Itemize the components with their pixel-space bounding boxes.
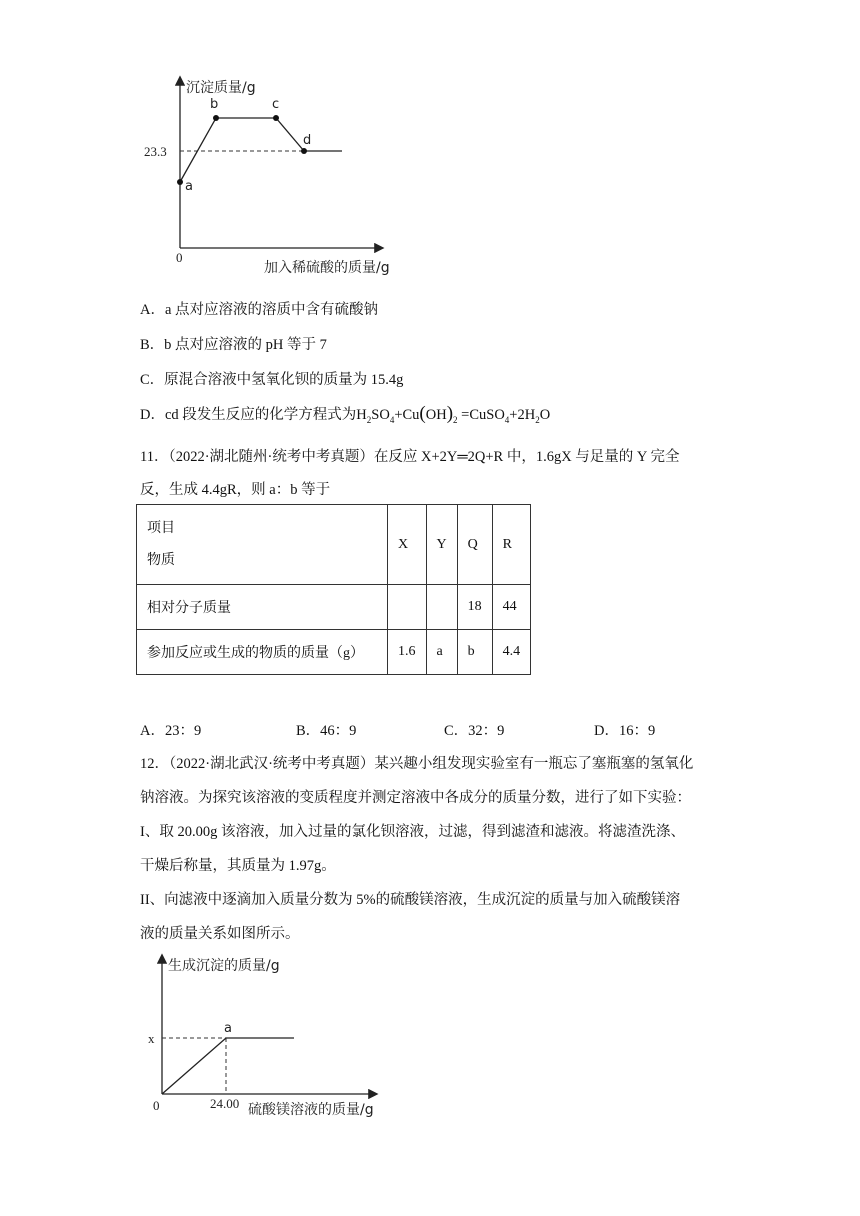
- q11-stem-line2: 反，生成 4.4gR，则 a：b 等于: [140, 482, 331, 498]
- precipitate-curve: [162, 1038, 294, 1094]
- q10-option-d-text: D．cd 段发生反应的化学方程式为: [140, 407, 357, 423]
- col-header-r: R: [492, 505, 531, 585]
- precipitate-vs-mgso4-graph: [144, 950, 404, 1122]
- label-b: b: [210, 97, 219, 112]
- q12-step-2-line1: II、向滤液中逐滴加入质量分数为 5%的硫酸镁溶液，生成沉淀的质量与加入硫酸镁溶: [140, 892, 681, 908]
- table-row: [137, 585, 531, 630]
- x-tick-2400: 24.00: [210, 1096, 240, 1111]
- row-label: 相对分子质量: [137, 585, 388, 630]
- q11-option-b: B．46：9: [296, 723, 357, 739]
- q10-option-a: A．a 点对应溶液的溶质中含有硫酸钠: [140, 302, 379, 318]
- label-c: c: [272, 97, 280, 112]
- chemical-equation: $H_2SO_4+Cu(OH)_2$ $=CuSO_4+2H_2O$: [356, 403, 551, 425]
- q12-stem-line2: 钠溶液。为探究该溶液的变质程度并测定溶液中各成分的质量分数，进行了如下实验：: [140, 790, 691, 806]
- point-d: [301, 148, 307, 154]
- table-cell: 1.6: [388, 630, 427, 675]
- y-tick-x: x: [148, 1031, 155, 1046]
- label-a: a: [185, 179, 193, 194]
- q10-option-b: B．b 点对应溶液的 pH 等于 7: [140, 337, 327, 353]
- x-axis-label: 加入稀硫酸的质量/g: [264, 260, 390, 276]
- table-cell: b: [457, 630, 492, 675]
- table-header-cell: [137, 505, 388, 585]
- row-label: 参加反应或生成的物质的质量（g）: [137, 630, 388, 675]
- label-d: d: [303, 133, 312, 148]
- q11-option-d: D．16：9: [594, 723, 656, 739]
- header-substance: 物质: [147, 552, 175, 568]
- table-cell: [426, 585, 457, 630]
- col-header-x: X: [388, 505, 427, 585]
- table-cell: [388, 585, 427, 630]
- table-header-row: [137, 505, 531, 585]
- col-header-q: Q: [457, 505, 492, 585]
- table-cell: 4.4: [492, 630, 531, 675]
- col-header-y: Y: [426, 505, 457, 585]
- point-c: [273, 115, 279, 121]
- y-axis-label: 沉淀质量/g: [186, 80, 256, 96]
- q12-stem-line1: 12．（2022·湖北武汉·统考中考真题）某兴趣小组发现实验室有一瓶忘了塞瓶塞的氢氧化: [140, 756, 694, 772]
- q11-stem-line1: 11．（2022·湖北随州·统考中考真题）在反应 X+2Y═2Q+R 中，1.6gX 与足量的 Y 完全: [140, 449, 680, 465]
- table-cell: a: [426, 630, 457, 675]
- y-tick-233: 23.3: [144, 144, 167, 159]
- point-b: [213, 115, 219, 121]
- y-axis-label: 生成沉淀的质量/g: [168, 958, 280, 974]
- table-cell: 18: [457, 585, 492, 630]
- q10-option-c: C．原混合溶液中氢氧化钡的质量为 15.4g: [140, 372, 404, 388]
- q12-step-1-line1: I、取 20.00g 该溶液，加入过量的氯化钡溶液，过滤，得到滤渣和滤液。将滤渣洗涤、: [140, 824, 685, 840]
- origin-label: 0: [176, 250, 183, 265]
- q12-step-2-line2: 液的质量关系如图所示。: [140, 926, 300, 942]
- origin-label: 0: [153, 1098, 160, 1113]
- point-a: [177, 179, 183, 185]
- label-a: a: [224, 1021, 232, 1036]
- q12-step-1-line2: 干燥后称量，其质量为 1.97g。: [140, 858, 336, 874]
- q11-option-a: A．23：9: [140, 723, 202, 739]
- q10-option-d: [140, 403, 550, 425]
- q11-option-c: C．32：9: [444, 723, 505, 739]
- q11-data-table: [136, 504, 531, 675]
- header-item: 项目: [147, 520, 175, 536]
- table-row: [137, 630, 531, 675]
- precipitate-vs-sulfuric-acid-graph: [140, 72, 420, 282]
- table-cell: 44: [492, 585, 531, 630]
- x-axis-label: 硫酸镁溶液的质量/g: [248, 1102, 374, 1118]
- precipitate-curve: [180, 118, 342, 182]
